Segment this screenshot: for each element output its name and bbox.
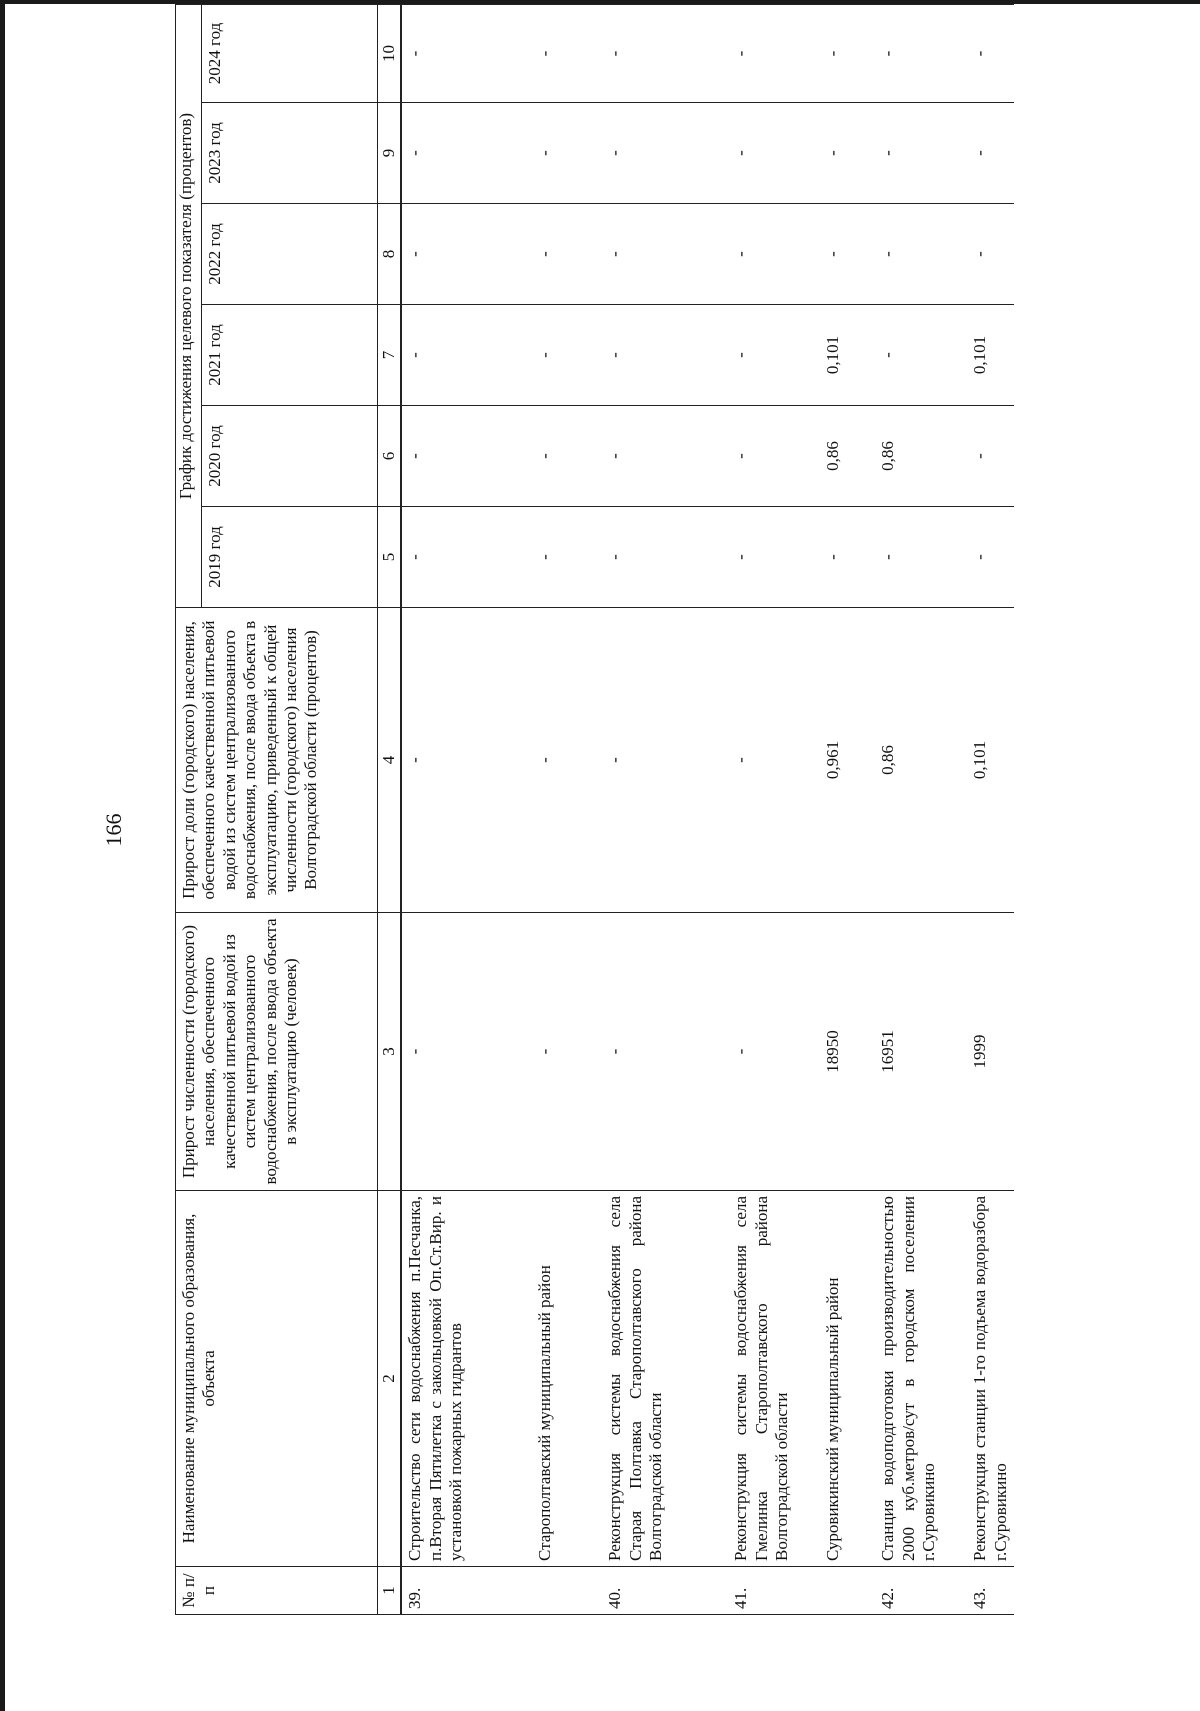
table-row (820, 4, 875, 1614)
table-row (532, 4, 602, 1614)
value-2022: - (401, 204, 532, 305)
header-row-1 (176, 4, 202, 1614)
value-2020: - (532, 406, 602, 507)
col-number: 5 (378, 507, 402, 608)
value-2019: - (820, 507, 875, 608)
col-number: 2 (378, 1191, 402, 1567)
row-number: 42. (875, 1567, 967, 1615)
table-row (728, 4, 820, 1614)
value-2019: - (532, 507, 602, 608)
value-2024: - (967, 4, 1014, 102)
table-row (401, 4, 532, 1614)
value-2023: - (532, 103, 602, 204)
row-number (820, 1567, 875, 1615)
rotated-table-container (175, 4, 1200, 1615)
col-number: 1 (378, 1567, 402, 1615)
header-year-2022: 2022 год (202, 204, 378, 305)
header-no: № п/п (176, 1567, 378, 1615)
value-2020: - (728, 406, 820, 507)
value-2021: - (401, 305, 532, 406)
share-increase: - (728, 608, 820, 913)
row-number: 39. (401, 1567, 532, 1615)
population-increase: 16951 (875, 913, 967, 1191)
value-2021: - (602, 305, 728, 406)
target-indicator-table (175, 4, 1014, 1615)
value-2021: - (532, 305, 602, 406)
value-2020: - (602, 406, 728, 507)
value-2023: - (602, 103, 728, 204)
value-2022: - (967, 204, 1014, 305)
share-increase: 0,86 (875, 608, 967, 913)
value-2021: - (875, 305, 967, 406)
value-2024: - (532, 4, 602, 102)
object-name: Старополтавский муниципальный район (532, 1191, 602, 1567)
table-row (875, 4, 967, 1614)
scan-edge-left (0, 0, 5, 1711)
value-2020: 0,86 (875, 406, 967, 507)
object-name: Суровикинский муниципальный район (820, 1191, 875, 1567)
row-number: 41. (728, 1567, 820, 1615)
col-number: 6 (378, 406, 402, 507)
population-increase: - (728, 913, 820, 1191)
value-2024: - (820, 4, 875, 102)
row-number: 40. (602, 1567, 728, 1615)
value-2024: - (602, 4, 728, 102)
header-year-2023: 2023 год (202, 103, 378, 204)
table-row (967, 4, 1014, 1614)
header-schedule: График достижения целевого показателя (процентов) (176, 4, 202, 607)
population-increase: - (602, 913, 728, 1191)
value-2024: - (728, 4, 820, 102)
col-number: 9 (378, 103, 402, 204)
header-row-numbers (378, 4, 402, 1614)
value-2019: - (875, 507, 967, 608)
value-2019: - (401, 507, 532, 608)
population-increase: - (401, 913, 532, 1191)
header-year-2020: 2020 год (202, 406, 378, 507)
value-2023: - (728, 103, 820, 204)
header-year-2019: 2019 год (202, 507, 378, 608)
value-2020: - (401, 406, 532, 507)
value-2024: - (875, 4, 967, 102)
col-number: 7 (378, 305, 402, 406)
share-increase: - (602, 608, 728, 913)
row-number: 43. (967, 1567, 1014, 1615)
object-name: Реконструкция системы водоснабжения села Старая Полтавка Старополтавского района Волгоградской области (602, 1191, 728, 1567)
value-2020: 0,86 (820, 406, 875, 507)
value-2022: - (532, 204, 602, 305)
population-increase: 18950 (820, 913, 875, 1191)
value-2022: - (602, 204, 728, 305)
header-year-2021: 2021 год (202, 305, 378, 406)
share-increase: - (401, 608, 532, 913)
share-increase: 0,101 (967, 608, 1014, 913)
value-2021: 0,101 (967, 305, 1014, 406)
value-2021: - (728, 305, 820, 406)
col-number: 4 (378, 608, 402, 913)
object-name: Реконструкция станции 1-го подъема водоразбора г.Суровикино (967, 1191, 1014, 1567)
share-increase: - (532, 608, 602, 913)
page-number: 166 (101, 813, 126, 847)
object-name: Реконструкция системы водоснабжения села Гмелинка Старополтавского района Волгоградской области (728, 1191, 820, 1567)
table-row (602, 4, 728, 1614)
row-number (532, 1567, 602, 1615)
header-name: Наименование муниципального образования, объекта (176, 1191, 378, 1567)
value-2022: - (820, 204, 875, 305)
header-year-2024: 2024 год (202, 4, 378, 102)
value-2020: - (967, 406, 1014, 507)
value-2022: - (875, 204, 967, 305)
value-2023: - (967, 103, 1014, 204)
value-2019: - (967, 507, 1014, 608)
value-2019: - (602, 507, 728, 608)
value-2023: - (820, 103, 875, 204)
object-name: Строительство сети водоснабжения п.Песчанка, п.Вторая Пятилетка с закольцовкой Оп.Ст.Вир. и установкой пожарных гидрантов (401, 1191, 532, 1567)
value-2023: - (401, 103, 532, 204)
header-population: Прирост численности (городского) населения, обеспеченного качественной питьевой водой из систем централизованного водоснабжения, после ввода объекта в эксплуатацию (человек) (176, 913, 378, 1191)
value-2023: - (875, 103, 967, 204)
value-2024: - (401, 4, 532, 102)
col-number: 10 (378, 4, 402, 102)
population-increase: 1999 (967, 913, 1014, 1191)
value-2022: - (728, 204, 820, 305)
population-increase: - (532, 913, 602, 1191)
col-number: 3 (378, 913, 402, 1191)
col-number: 8 (378, 204, 402, 305)
value-2021: 0,101 (820, 305, 875, 406)
object-name: Станция водоподготовки производительностью 2000 куб.метров/сут в городском поселении г.Суровикино (875, 1191, 967, 1567)
share-increase: 0,961 (820, 608, 875, 913)
value-2019: - (728, 507, 820, 608)
header-share: Прирост доли (городского) населения, обеспеченного качественной питьевой водой из систем централизованного водоснабжения, после ввода объекта в эксплуатацию, приведенный к общей численности (городского) населения Волгоградской области (процентов) (176, 608, 378, 913)
